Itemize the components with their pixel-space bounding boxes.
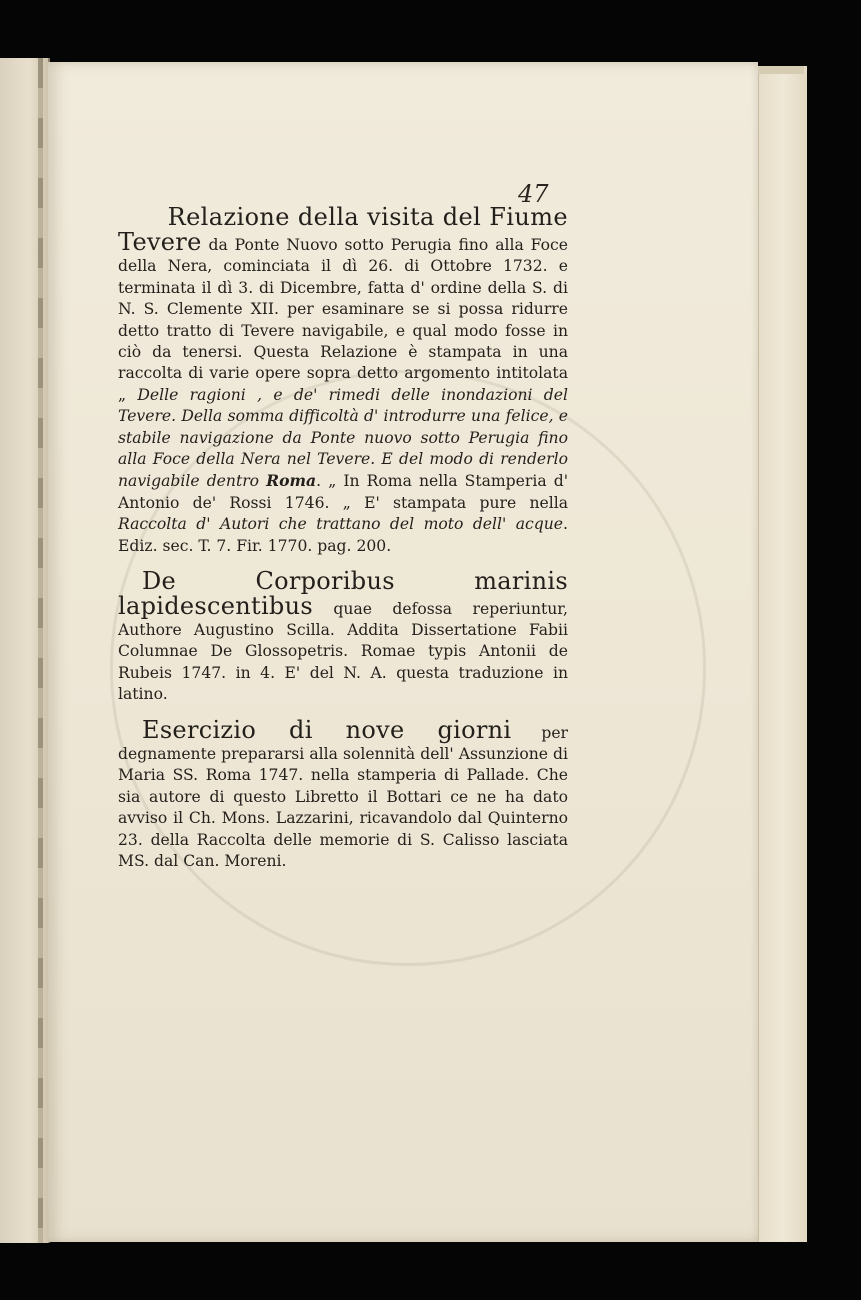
entry-de-corporibus [118, 567, 568, 705]
page-fold [758, 66, 804, 74]
entry-text: da Ponte Nuovo sotto Perugia fino alla Foce della Nera, cominciata il dì 26. di Ottobre 1732. e terminata il dì 3. di Dicembre, fatta d' ordine della S. di N. S. Clemente XII. per esaminare se si possa ridurre detto tratto di Tevere navigabile, e qual modo fosse in ciò da tenersi. Questa Relazione è stampata in una raccolta di varie opere sopra detto argomento intitolata „ [118, 236, 568, 404]
entry-italic-title: Delle ragioni , e de' rimedi delle inondazioni del Tevere. Della somma difficoltà d' introdurre una felice, e stabile navigazione da Ponte nuovo sotto Perugia fino alla Foce della Nera nel Tevere. E del modo di renderlo navigabile dentro [118, 385, 568, 491]
entry-text: per degnamente prepararsi alla solennità dell' Assunzione di Maria SS. Roma 1747. nella stamperia di Pallade. Che sia autore di questo Libretto il Bottari ce ne ha dato avviso il Ch. Mons. Lazzarini, ricavandolo dal Quinterno 23. della Raccolta delle memorie di S. Calisso lasciata MS. dal Can. Moreni. [118, 723, 569, 870]
entry-title-line: Relazione della visita del Fiume [167, 203, 568, 231]
entry-relazione [118, 202, 568, 557]
entry-esercizio [118, 715, 569, 873]
left-page-edge [0, 58, 50, 1243]
entry-italic-title-2: Raccolta d' Autori che trattano del moto dell' acque [118, 515, 564, 534]
entry-lead: Tevere [118, 228, 202, 256]
page-text [118, 202, 568, 872]
entry-lead: Esercizio di nove giorni [142, 715, 512, 744]
entry-text-2: . „ In Roma nella Stamperia d' Antonio de' Rossi 1746. „ E' stampata pure nella [118, 472, 568, 512]
binding-edge [38, 58, 43, 1243]
entry-italic-bold: Roma [266, 471, 317, 491]
right-page-edge [758, 66, 807, 1242]
entry-text-3: . Ediz. sec. T. 7. Fir. 1770. pag. 200. [118, 515, 568, 555]
entry-lead: De Corporibus marinis lapidescentibus [118, 567, 568, 620]
page-number: 47 [518, 180, 549, 208]
entry-text: quae defossa reperiuntur, Authore Augustino Scilla. Addita Dissertatione Fabii Columnae De Glossopetris. Romae typis Antonii de Rubeis 1747. in 4. E' del N. A. questa traduzione in latino. [118, 599, 568, 704]
